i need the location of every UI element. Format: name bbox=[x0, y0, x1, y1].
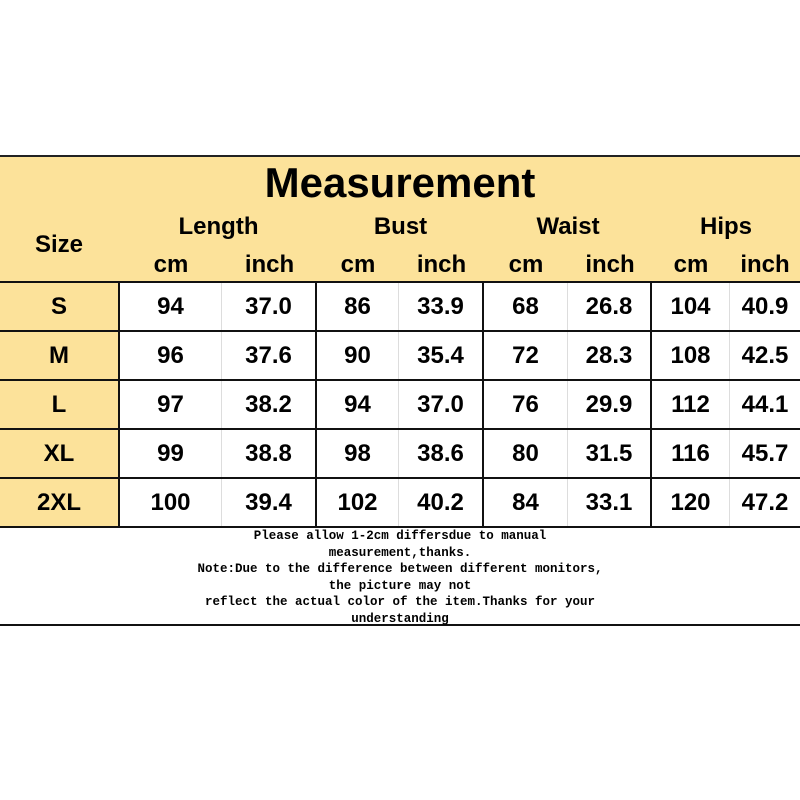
bust-inch-cell: 40.2 bbox=[399, 479, 484, 526]
table-row bbox=[0, 479, 800, 528]
measurement-note bbox=[0, 524, 800, 626]
note-line: understanding bbox=[351, 611, 449, 626]
unit-waist-inch: inch bbox=[585, 251, 635, 278]
hips-cm-cell: 104 bbox=[652, 283, 730, 330]
hips-cm-cell: 120 bbox=[652, 479, 730, 526]
waist-inch-cell: 29.9 bbox=[568, 381, 652, 428]
hips-inch-cell: 42.5 bbox=[741, 341, 789, 369]
hips-inch-cell: 45.7 bbox=[741, 439, 789, 467]
unit-waist-cm: cm bbox=[508, 251, 544, 278]
bust-inch-cell: 35.4 bbox=[399, 332, 484, 379]
hips-cm-cell: 108 bbox=[652, 332, 730, 379]
group-waist: Waist bbox=[536, 213, 600, 240]
length-cm-cell: 97 bbox=[120, 381, 222, 428]
waist-inch-cell: 33.1 bbox=[568, 479, 652, 526]
size-cell: 2XL bbox=[0, 479, 120, 526]
table-row bbox=[0, 381, 800, 430]
waist-inch-cell: 28.3 bbox=[568, 332, 652, 379]
bust-inch-cell: 33.9 bbox=[399, 283, 484, 330]
bust-cm-cell: 90 bbox=[317, 332, 399, 379]
size-chart bbox=[0, 155, 800, 626]
hips-inch-cell: 44.1 bbox=[741, 390, 789, 418]
size-cell: XL bbox=[0, 430, 120, 477]
unit-bust-cm: cm bbox=[340, 251, 376, 278]
size-cell: L bbox=[0, 381, 120, 428]
length-inch-cell: 39.4 bbox=[222, 479, 317, 526]
group-bust: Bust bbox=[373, 213, 428, 240]
bust-inch-cell: 38.6 bbox=[399, 430, 484, 477]
table-row bbox=[0, 430, 800, 479]
group-hips: Hips bbox=[699, 213, 752, 240]
bust-inch-cell: 37.0 bbox=[399, 381, 484, 428]
note-line: reflect the actual color of the item.Thanks for your bbox=[204, 595, 596, 609]
unit-hips-cm: cm bbox=[673, 251, 709, 278]
chart-header bbox=[0, 155, 800, 281]
waist-cm-cell: 72 bbox=[484, 332, 568, 379]
bust-cm-cell: 98 bbox=[317, 430, 399, 477]
bust-cm-cell: 86 bbox=[317, 283, 399, 330]
length-inch-cell: 37.0 bbox=[222, 283, 317, 330]
bust-cm-cell: 94 bbox=[317, 381, 399, 428]
chart-title: Measurement bbox=[264, 159, 536, 206]
waist-cm-cell: 68 bbox=[484, 283, 568, 330]
size-cell: S bbox=[0, 283, 120, 330]
note-line: Please allow 1-2cm differsdue to manual bbox=[253, 529, 547, 543]
length-cm-cell: 94 bbox=[120, 283, 222, 330]
hips-cm-cell: 112 bbox=[652, 381, 730, 428]
waist-inch-cell: 26.8 bbox=[568, 283, 652, 330]
group-length: Length bbox=[178, 213, 259, 240]
unit-bust-inch: inch bbox=[416, 251, 467, 278]
unit-hips-inch: inch bbox=[740, 251, 790, 278]
hips-inch-cell: 40.9 bbox=[741, 292, 789, 320]
length-cm-cell: 99 bbox=[120, 430, 222, 477]
hips-inch-cell: 47.2 bbox=[741, 488, 789, 516]
table-row bbox=[0, 283, 800, 332]
length-inch-cell: 37.6 bbox=[222, 332, 317, 379]
size-cell: M bbox=[0, 332, 120, 379]
unit-length-inch: inch bbox=[244, 251, 295, 278]
note-line: Note:Due to the difference between different monitors, bbox=[197, 562, 603, 576]
size-column-header: Size bbox=[34, 231, 84, 258]
length-inch-cell: 38.8 bbox=[222, 430, 317, 477]
note-line: the picture may not bbox=[328, 578, 472, 593]
waist-cm-cell: 80 bbox=[484, 430, 568, 477]
hips-cm-cell: 116 bbox=[652, 430, 730, 477]
bust-cm-cell: 102 bbox=[317, 479, 399, 526]
note-line: measurement,thanks. bbox=[328, 545, 472, 560]
length-cm-cell: 100 bbox=[120, 479, 222, 526]
table-row bbox=[0, 332, 800, 381]
unit-length-cm: cm bbox=[153, 251, 189, 278]
waist-cm-cell: 84 bbox=[484, 479, 568, 526]
measurement-table bbox=[0, 281, 800, 528]
waist-cm-cell: 76 bbox=[484, 381, 568, 428]
waist-inch-cell: 31.5 bbox=[568, 430, 652, 477]
length-cm-cell: 96 bbox=[120, 332, 222, 379]
length-inch-cell: 38.2 bbox=[222, 381, 317, 428]
